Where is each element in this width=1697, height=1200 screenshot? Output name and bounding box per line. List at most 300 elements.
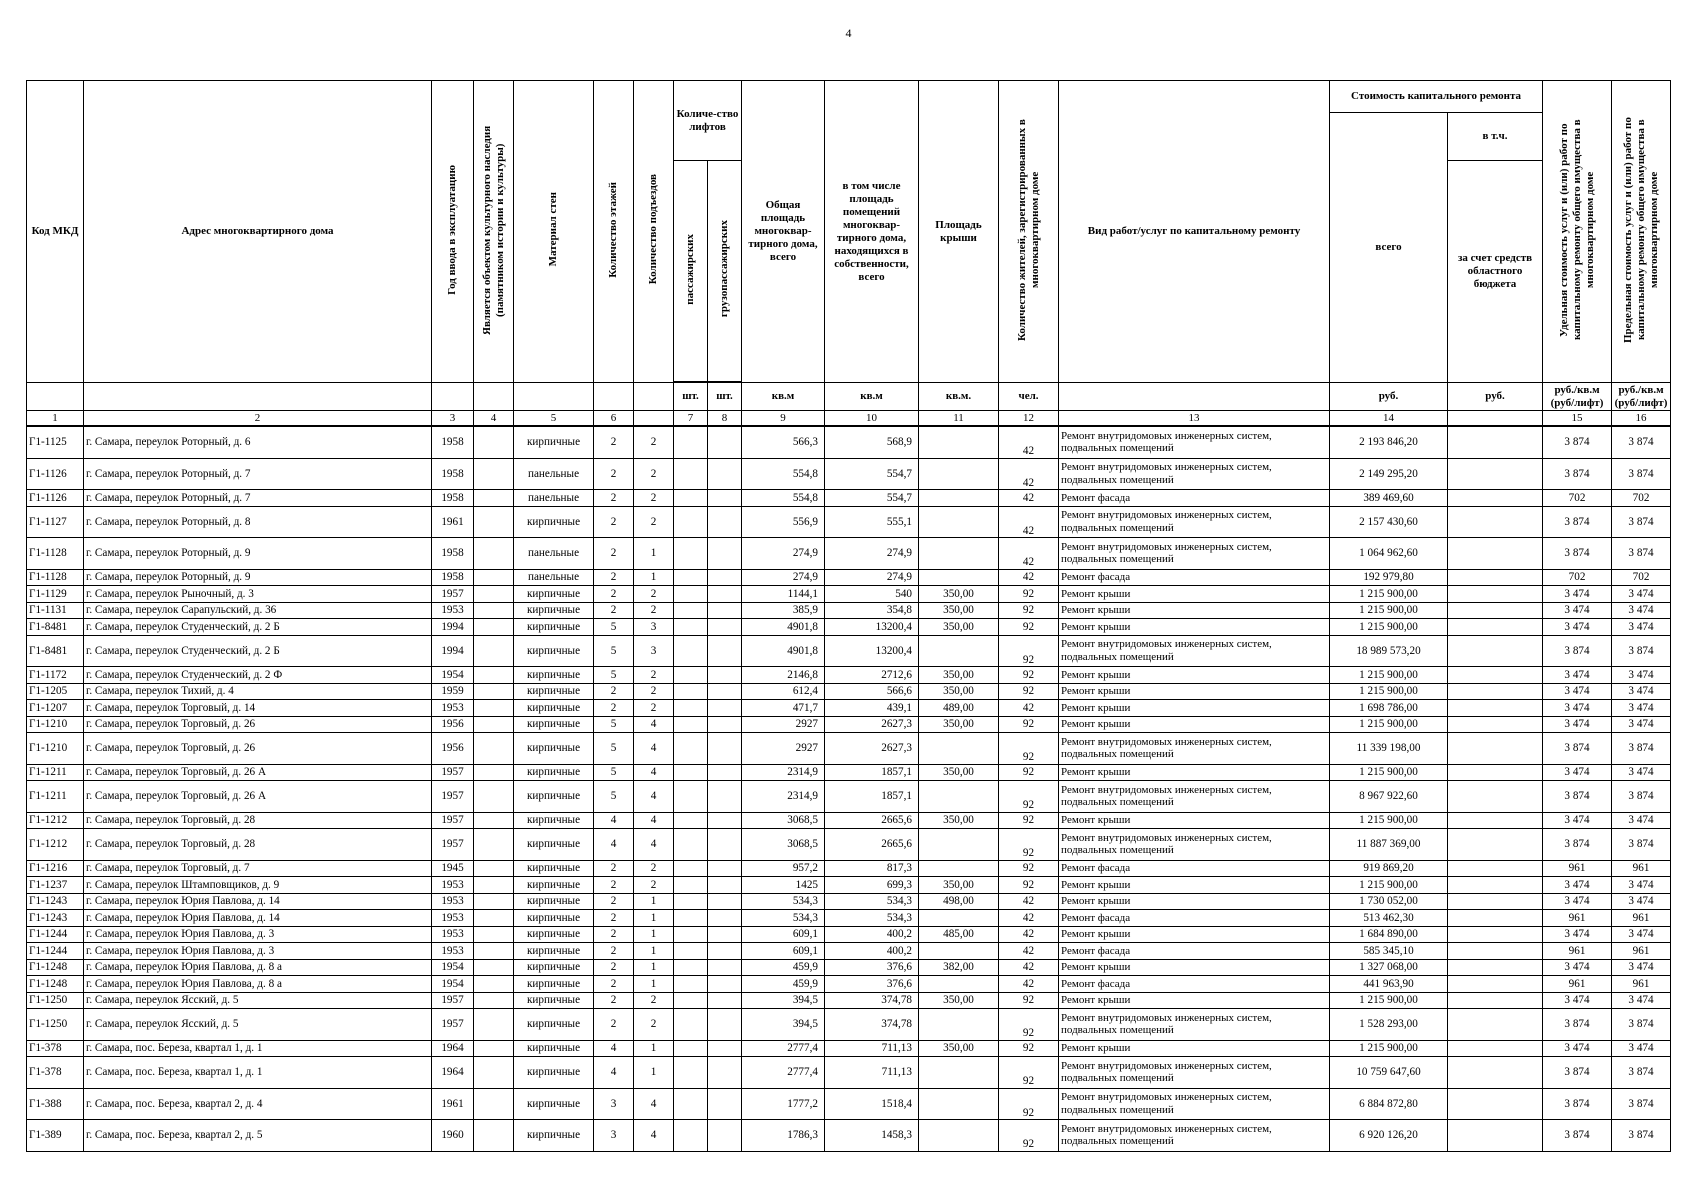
column-number: 5 (514, 411, 594, 427)
cell-address: г. Самара, переулок Юрия Павлова, д. 8 а (84, 959, 432, 976)
cell-cost-total: 6 884 872,80 (1330, 1088, 1448, 1120)
header-code: Код МКД (27, 81, 84, 383)
cell-residents: 42 (999, 959, 1059, 976)
table-row (27, 893, 1671, 910)
cell-year: 1956 (432, 716, 474, 733)
cell-max-cost: 702 (1612, 569, 1671, 586)
cell-code: Г1-1211 (27, 764, 84, 781)
cell-residents: 92 (999, 860, 1059, 877)
cell-year: 1994 (432, 635, 474, 667)
cell-entrances: 1 (634, 926, 674, 943)
header-address: Адрес многоквартирного дома (84, 81, 432, 383)
cell-heritage (474, 667, 514, 684)
cell-roof-area (919, 635, 999, 667)
cell-total-area: 609,1 (742, 943, 825, 960)
cell-code: Г1-1126 (27, 458, 84, 490)
cell-max-cost: 3 874 (1612, 1057, 1671, 1089)
cell-lifts-pass (674, 943, 708, 960)
cell-walls: кирпичные (514, 860, 594, 877)
cell-walls: кирпичные (514, 959, 594, 976)
cell-entrances: 2 (634, 426, 674, 458)
cell-unit-cost: 3 474 (1543, 586, 1612, 603)
cell-entrances: 2 (634, 667, 674, 684)
unit-sqm-3: кв.м. (919, 383, 999, 411)
cell-cost-regional (1448, 635, 1543, 667)
cell-owned-area: 400,2 (825, 926, 919, 943)
cell-cost-regional (1448, 910, 1543, 927)
header-heritage: Является объектом культурного наследия (памятником истории и культуры) (474, 81, 514, 383)
cell-unit-cost: 3 474 (1543, 959, 1612, 976)
cell-work-type: Ремонт крыши (1059, 586, 1330, 603)
cell-floors: 2 (594, 943, 634, 960)
cell-cost-regional (1448, 733, 1543, 765)
repair-table (26, 80, 1671, 1152)
table-row (27, 976, 1671, 993)
cell-entrances: 2 (634, 602, 674, 619)
cell-owned-area: 534,3 (825, 893, 919, 910)
cell-total-area: 1777,2 (742, 1088, 825, 1120)
cell-work-type: Ремонт фасада (1059, 569, 1330, 586)
table-row (27, 586, 1671, 603)
cell-code: Г1-1243 (27, 893, 84, 910)
cell-total-area: 1425 (742, 877, 825, 894)
cell-residents: 42 (999, 943, 1059, 960)
cell-total-area: 957,2 (742, 860, 825, 877)
cell-roof-area (919, 733, 999, 765)
cell-work-type: Ремонт фасада (1059, 490, 1330, 507)
column-number: 14 (1330, 411, 1448, 427)
cell-work-type: Ремонт крыши (1059, 716, 1330, 733)
cell-cost-total: 1 215 900,00 (1330, 812, 1448, 829)
cell-residents: 92 (999, 619, 1059, 636)
cell-residents: 42 (999, 538, 1059, 570)
cell-work-type: Ремонт фасада (1059, 910, 1330, 927)
table-row (27, 426, 1671, 458)
cell-entrances: 4 (634, 716, 674, 733)
cell-cost-total: 1 730 052,00 (1330, 893, 1448, 910)
table-row (27, 538, 1671, 570)
cell-owned-area: 2712,6 (825, 667, 919, 684)
cell-roof-area: 350,00 (919, 602, 999, 619)
cell-roof-area (919, 569, 999, 586)
cell-owned-area: 540 (825, 586, 919, 603)
cell-work-type: Ремонт внутридомовых инженерных систем, подвальных помещений (1059, 458, 1330, 490)
cell-year: 1954 (432, 959, 474, 976)
cell-lifts-cargo (708, 829, 742, 861)
cell-walls: кирпичные (514, 667, 594, 684)
cell-address: г. Самара, переулок Торговый, д. 28 (84, 812, 432, 829)
cell-lifts-pass (674, 877, 708, 894)
cell-owned-area: 534,3 (825, 910, 919, 927)
cell-unit-cost: 3 474 (1543, 667, 1612, 684)
cell-heritage (474, 1040, 514, 1057)
cell-unit-cost: 961 (1543, 943, 1612, 960)
cell-owned-area: 400,2 (825, 943, 919, 960)
cell-cost-regional (1448, 992, 1543, 1009)
cell-residents: 42 (999, 700, 1059, 717)
cell-lifts-cargo (708, 683, 742, 700)
cell-cost-total: 1 215 900,00 (1330, 683, 1448, 700)
header-unit-cost: Удельная стоимость услуг и (или) работ по капитальному ремонту общего имущества в многоквартирном доме (1543, 81, 1612, 383)
cell-code: Г1-1210 (27, 716, 84, 733)
cell-lifts-cargo (708, 764, 742, 781)
cell-total-area: 2927 (742, 716, 825, 733)
cell-walls: кирпичные (514, 602, 594, 619)
cell-entrances: 1 (634, 943, 674, 960)
cell-lifts-cargo (708, 959, 742, 976)
cell-total-area: 459,9 (742, 976, 825, 993)
cell-code: Г1-1212 (27, 829, 84, 861)
table-row (27, 1088, 1671, 1120)
cell-roof-area: 350,00 (919, 1040, 999, 1057)
cell-walls: кирпичные (514, 829, 594, 861)
cell-year: 1958 (432, 490, 474, 507)
cell-code: Г1-1250 (27, 1009, 84, 1041)
cell-code: Г1-1244 (27, 943, 84, 960)
cell-code: Г1-389 (27, 1120, 84, 1152)
cell-roof-area (919, 781, 999, 813)
cell-floors: 2 (594, 569, 634, 586)
cell-lifts-pass (674, 1040, 708, 1057)
cell-year: 1961 (432, 1088, 474, 1120)
cell-work-type: Ремонт внутридомовых инженерных систем, подвальных помещений (1059, 1009, 1330, 1041)
cell-cost-total: 1 684 890,00 (1330, 926, 1448, 943)
cell-total-area: 556,9 (742, 506, 825, 538)
cell-cost-regional (1448, 943, 1543, 960)
cell-total-area: 2314,9 (742, 764, 825, 781)
cell-floors: 2 (594, 910, 634, 927)
cell-walls: кирпичные (514, 1120, 594, 1152)
cell-year: 1957 (432, 812, 474, 829)
cell-lifts-pass (674, 781, 708, 813)
cell-work-type: Ремонт внутридомовых инженерных систем, подвальных помещений (1059, 829, 1330, 861)
cell-heritage (474, 426, 514, 458)
cell-heritage (474, 943, 514, 960)
cell-floors: 4 (594, 829, 634, 861)
cell-unit-cost: 3 874 (1543, 426, 1612, 458)
cell-unit-cost: 3 874 (1543, 506, 1612, 538)
cell-cost-regional (1448, 1009, 1543, 1041)
cell-lifts-cargo (708, 426, 742, 458)
unit-pcs-1: шт. (674, 383, 708, 411)
cell-total-area: 554,8 (742, 458, 825, 490)
table-row (27, 506, 1671, 538)
cell-residents: 92 (999, 716, 1059, 733)
cell-year: 1953 (432, 943, 474, 960)
cell-max-cost: 3 474 (1612, 700, 1671, 717)
cell-total-area: 1144,1 (742, 586, 825, 603)
cell-work-type: Ремонт крыши (1059, 700, 1330, 717)
cell-year: 1994 (432, 619, 474, 636)
cell-owned-area: 699,3 (825, 877, 919, 894)
cell-owned-area: 274,9 (825, 538, 919, 570)
cell-cost-total: 389 469,60 (1330, 490, 1448, 507)
cell-cost-total: 1 215 900,00 (1330, 1040, 1448, 1057)
cell-roof-area (919, 506, 999, 538)
cell-address: г. Самара, переулок Студенческий, д. 2 Б (84, 635, 432, 667)
cell-year: 1964 (432, 1057, 474, 1089)
cell-cost-regional (1448, 1088, 1543, 1120)
cell-unit-cost: 3 874 (1543, 829, 1612, 861)
header-owned-area: в том числе площадь помещений многоквар-тирного дома, находящихся в собственности, всего (825, 81, 919, 383)
cell-residents: 92 (999, 1009, 1059, 1041)
cell-floors: 5 (594, 716, 634, 733)
cell-year: 1953 (432, 700, 474, 717)
cell-lifts-cargo (708, 781, 742, 813)
cell-cost-regional (1448, 458, 1543, 490)
cell-cost-regional (1448, 893, 1543, 910)
cell-floors: 4 (594, 812, 634, 829)
cell-total-area: 2146,8 (742, 667, 825, 684)
cell-heritage (474, 716, 514, 733)
cell-cost-regional (1448, 619, 1543, 636)
header-cost: Стоимость капитального ремонта (1330, 81, 1543, 113)
cell-walls: кирпичные (514, 716, 594, 733)
cell-lifts-cargo (708, 812, 742, 829)
cell-residents: 42 (999, 910, 1059, 927)
cell-lifts-cargo (708, 490, 742, 507)
header-total-area: Общая площадь многоквар-тирного дома, всего (742, 81, 825, 383)
cell-lifts-pass (674, 764, 708, 781)
cell-year: 1960 (432, 1120, 474, 1152)
cell-floors: 3 (594, 1120, 634, 1152)
cell-unit-cost: 3 874 (1543, 733, 1612, 765)
cell-roof-area: 350,00 (919, 619, 999, 636)
cell-owned-area: 555,1 (825, 506, 919, 538)
cell-work-type: Ремонт внутридомовых инженерных систем, подвальных помещений (1059, 1057, 1330, 1089)
cell-owned-area: 1458,3 (825, 1120, 919, 1152)
cell-unit-cost: 3 874 (1543, 1009, 1612, 1041)
cell-address: г. Самара, переулок Торговый, д. 7 (84, 860, 432, 877)
cell-walls: кирпичные (514, 943, 594, 960)
cell-cost-regional (1448, 860, 1543, 877)
cell-address: г. Самара, переулок Рыночный, д. 3 (84, 586, 432, 603)
cell-lifts-cargo (708, 893, 742, 910)
cell-year: 1953 (432, 926, 474, 943)
cell-code: Г1-378 (27, 1040, 84, 1057)
header-max-cost: Предельная стоимость услуг и (или) работ по капитальному ремонту общего имущества в многоквартирном доме (1612, 81, 1671, 383)
cell-walls: кирпичные (514, 781, 594, 813)
header-year: Год ввода в эксплуатацию (432, 81, 474, 383)
cell-total-area: 554,8 (742, 490, 825, 507)
cell-total-area: 612,4 (742, 683, 825, 700)
cell-floors: 2 (594, 926, 634, 943)
cell-max-cost: 3 874 (1612, 635, 1671, 667)
cell-cost-total: 1 327 068,00 (1330, 959, 1448, 976)
cell-max-cost: 3 874 (1612, 538, 1671, 570)
cell-code: Г1-1128 (27, 569, 84, 586)
cell-max-cost: 3 874 (1612, 1009, 1671, 1041)
cell-year: 1957 (432, 992, 474, 1009)
cell-address: г. Самара, переулок Торговый, д. 26 (84, 733, 432, 765)
cell-walls: кирпичные (514, 976, 594, 993)
cell-code: Г1-1172 (27, 667, 84, 684)
cell-owned-area: 374,78 (825, 1009, 919, 1041)
cell-cost-total: 11 339 198,00 (1330, 733, 1448, 765)
cell-floors: 2 (594, 1009, 634, 1041)
cell-floors: 2 (594, 586, 634, 603)
cell-year: 1958 (432, 458, 474, 490)
cell-max-cost: 3 474 (1612, 602, 1671, 619)
cell-cost-total: 1 215 900,00 (1330, 764, 1448, 781)
cell-lifts-cargo (708, 860, 742, 877)
cell-work-type: Ремонт внутридомовых инженерных систем, подвальных помещений (1059, 635, 1330, 667)
cell-lifts-pass (674, 602, 708, 619)
cell-lifts-cargo (708, 506, 742, 538)
cell-cost-total: 1 698 786,00 (1330, 700, 1448, 717)
cell-walls: кирпичные (514, 764, 594, 781)
cell-floors: 2 (594, 538, 634, 570)
cell-year: 1964 (432, 1040, 474, 1057)
cell-work-type: Ремонт внутридомовых инженерных систем, подвальных помещений (1059, 1088, 1330, 1120)
cell-entrances: 4 (634, 1088, 674, 1120)
cell-heritage (474, 860, 514, 877)
cell-lifts-pass (674, 635, 708, 667)
cell-heritage (474, 781, 514, 813)
cell-roof-area: 350,00 (919, 992, 999, 1009)
cell-max-cost: 3 874 (1612, 829, 1671, 861)
cell-floors: 4 (594, 1057, 634, 1089)
cell-code: Г1-1243 (27, 910, 84, 927)
cell-roof-area: 350,00 (919, 667, 999, 684)
cell-residents: 42 (999, 426, 1059, 458)
column-number: 9 (742, 411, 825, 427)
cell-unit-cost: 3 874 (1543, 1057, 1612, 1089)
cell-cost-total: 1 215 900,00 (1330, 586, 1448, 603)
unit-rub-1: руб. (1330, 383, 1448, 411)
cell-unit-cost: 3 474 (1543, 812, 1612, 829)
cell-address: г. Самара, пос. Береза, квартал 1, д. 1 (84, 1040, 432, 1057)
cell-address: г. Самара, переулок Роторный, д. 7 (84, 458, 432, 490)
cell-code: Г1-1237 (27, 877, 84, 894)
cell-lifts-cargo (708, 1088, 742, 1120)
cell-residents: 92 (999, 812, 1059, 829)
cell-lifts-pass (674, 683, 708, 700)
cell-lifts-cargo (708, 458, 742, 490)
cell-heritage (474, 812, 514, 829)
cell-entrances: 3 (634, 619, 674, 636)
cell-cost-total: 1 215 900,00 (1330, 602, 1448, 619)
cell-lifts-pass (674, 812, 708, 829)
cell-lifts-pass (674, 829, 708, 861)
cell-code: Г1-8481 (27, 619, 84, 636)
cell-cost-regional (1448, 667, 1543, 684)
cell-residents: 92 (999, 992, 1059, 1009)
cell-entrances: 2 (634, 700, 674, 717)
cell-roof-area: 485,00 (919, 926, 999, 943)
table-row (27, 812, 1671, 829)
cell-residents: 42 (999, 976, 1059, 993)
header-lifts: Количе-ство лифтов (674, 81, 742, 161)
cell-lifts-cargo (708, 1009, 742, 1041)
cell-total-area: 2777,4 (742, 1057, 825, 1089)
cell-total-area: 274,9 (742, 538, 825, 570)
cell-roof-area (919, 910, 999, 927)
cell-walls: панельные (514, 538, 594, 570)
cell-roof-area: 350,00 (919, 877, 999, 894)
cell-total-area: 3068,5 (742, 829, 825, 861)
cell-work-type: Ремонт внутридомовых инженерных систем, подвальных помещений (1059, 781, 1330, 813)
cell-address: г. Самара, переулок Ясский, д. 5 (84, 1009, 432, 1041)
cell-entrances: 4 (634, 781, 674, 813)
cell-unit-cost: 3 874 (1543, 635, 1612, 667)
table-row (27, 764, 1671, 781)
table-row (27, 602, 1671, 619)
cell-residents: 92 (999, 635, 1059, 667)
cell-max-cost: 3 474 (1612, 683, 1671, 700)
cell-year: 1953 (432, 910, 474, 927)
header-cost-incl: в т.ч. (1448, 113, 1543, 161)
unit-people: чел. (999, 383, 1059, 411)
column-number: 10 (825, 411, 919, 427)
cell-lifts-cargo (708, 943, 742, 960)
cell-heritage (474, 1009, 514, 1041)
cell-heritage (474, 926, 514, 943)
cell-year: 1957 (432, 781, 474, 813)
unit-sqm-1: кв.м (742, 383, 825, 411)
cell-unit-cost: 3 474 (1543, 992, 1612, 1009)
cell-total-area: 459,9 (742, 959, 825, 976)
cell-lifts-cargo (708, 910, 742, 927)
cell-owned-area: 568,9 (825, 426, 919, 458)
cell-address: г. Самара, переулок Роторный, д. 7 (84, 490, 432, 507)
cell-walls: кирпичные (514, 1009, 594, 1041)
cell-owned-area: 2665,6 (825, 829, 919, 861)
cell-total-area: 2314,9 (742, 781, 825, 813)
cell-lifts-pass (674, 490, 708, 507)
cell-work-type: Ремонт внутридомовых инженерных систем, подвальных помещений (1059, 733, 1330, 765)
cell-year: 1945 (432, 860, 474, 877)
cell-max-cost: 961 (1612, 943, 1671, 960)
cell-entrances: 1 (634, 893, 674, 910)
cell-walls: панельные (514, 458, 594, 490)
cell-address: г. Самара, переулок Студенческий, д. 2 Ф (84, 667, 432, 684)
cell-floors: 2 (594, 602, 634, 619)
cell-work-type: Ремонт крыши (1059, 959, 1330, 976)
cell-roof-area: 350,00 (919, 764, 999, 781)
cell-heritage (474, 992, 514, 1009)
cell-max-cost: 3 874 (1612, 458, 1671, 490)
table-row (27, 490, 1671, 507)
cell-code: Г1-378 (27, 1057, 84, 1089)
cell-floors: 5 (594, 764, 634, 781)
table-row (27, 877, 1671, 894)
cell-roof-area (919, 943, 999, 960)
cell-cost-total: 1 215 900,00 (1330, 667, 1448, 684)
cell-lifts-pass (674, 733, 708, 765)
cell-work-type: Ремонт крыши (1059, 926, 1330, 943)
table-row (27, 733, 1671, 765)
cell-lifts-pass (674, 1009, 708, 1041)
cell-address: г. Самара, переулок Тихий, д. 4 (84, 683, 432, 700)
cell-owned-area: 439,1 (825, 700, 919, 717)
cell-work-type: Ремонт внутридомовых инженерных систем, подвальных помещений (1059, 1120, 1330, 1152)
cell-cost-regional (1448, 812, 1543, 829)
cell-cost-regional (1448, 506, 1543, 538)
column-number: 8 (708, 411, 742, 427)
cell-cost-regional (1448, 716, 1543, 733)
cell-walls: кирпичные (514, 992, 594, 1009)
cell-year: 1957 (432, 586, 474, 603)
cell-floors: 5 (594, 667, 634, 684)
cell-lifts-pass (674, 506, 708, 538)
cell-residents: 92 (999, 602, 1059, 619)
table-row (27, 992, 1671, 1009)
cell-floors: 5 (594, 635, 634, 667)
table-row (27, 1040, 1671, 1057)
cell-residents: 92 (999, 764, 1059, 781)
cell-walls: кирпичные (514, 1088, 594, 1120)
